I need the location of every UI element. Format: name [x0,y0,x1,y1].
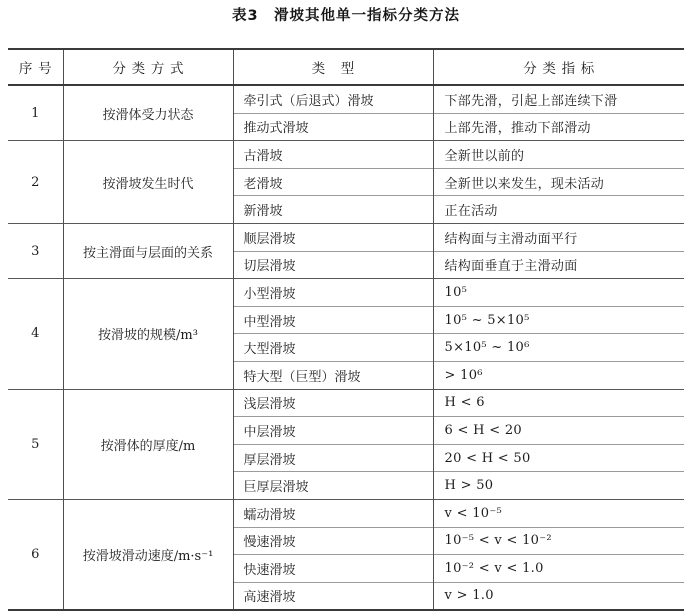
landslide-type: 慢速滑坡 [233,527,433,555]
landslide-type: 厚层滑坡 [233,444,433,472]
classification-indicator: 5×10⁵ ~ 10⁶ [433,334,684,362]
classification-indicator: 10⁻² < v < 1.0 [433,555,684,583]
classification-indicator: 10⁻⁵ < v < 10⁻² [433,527,684,555]
row-number: 3 [8,223,63,278]
row-number: 5 [8,389,63,499]
classification-indicator: v < 10⁻⁵ [433,499,684,527]
table-row [8,141,684,169]
header-method: 分类方式 [63,49,233,85]
landslide-type: 高速滑坡 [233,582,433,610]
classification-indicator: 上部先滑，推动下部滑动 [433,113,684,141]
classification-indicator: 下部先滑，引起上部连续下滑 [433,85,684,113]
classification-method: 按主滑面与层面的关系 [63,223,233,278]
landslide-type: 大型滑坡 [233,334,433,362]
row-number: 4 [8,279,63,389]
landslide-type: 顺层滑坡 [233,223,433,251]
landslide-type: 巨厚层滑坡 [233,472,433,500]
landslide-type: 推动式滑坡 [233,113,433,141]
header-row [8,49,684,85]
landslide-type: 老滑坡 [233,168,433,196]
row-number: 6 [8,499,63,610]
header-no: 序号 [8,49,63,85]
classification-method: 按滑坡发生时代 [63,141,233,224]
classification-indicator: 6 < H < 20 [433,417,684,445]
classification-indicator: 结构面垂直于主滑动面 [433,251,684,279]
landslide-type: 特大型（巨型）滑坡 [233,361,433,389]
row-number: 1 [8,85,63,141]
classification-indicator: 全新世以来发生，现未活动 [433,168,684,196]
table-row [8,499,684,527]
table-row [8,279,684,307]
classification-method: 按滑坡滑动速度/m·s⁻¹ [63,499,233,610]
landslide-type: 中型滑坡 [233,306,433,334]
classification-indicator: 10⁵ [433,279,684,307]
classification-indicator: 全新世以前的 [433,141,684,169]
landslide-type: 浅层滑坡 [233,389,433,417]
table-row [8,223,684,251]
classification-method: 按滑坡的规模/m³ [63,279,233,389]
header-type: 类 型 [233,49,433,85]
classification-indicator: 20 < H < 50 [433,444,684,472]
landslide-type: 小型滑坡 [233,279,433,307]
header-indicator: 分类指标 [433,49,684,85]
classification-method: 按滑体的厚度/m [63,389,233,499]
landslide-type: 切层滑坡 [233,251,433,279]
table-title: 表3 滑坡其他单一指标分类方法 [231,8,461,24]
landslide-type: 新滑坡 [233,196,433,224]
landslide-type: 牵引式（后退式）滑坡 [233,85,433,113]
classification-indicator: 正在活动 [433,196,684,224]
classification-indicator: 结构面与主滑动面平行 [433,223,684,251]
classification-indicator: H < 6 [433,389,684,417]
classification-method: 按滑体受力状态 [63,85,233,141]
classification-indicator: H > 50 [433,472,684,500]
classification-indicator: > 10⁶ [433,361,684,389]
landslide-type: 快速滑坡 [233,555,433,583]
classification-indicator: v > 1.0 [433,582,684,610]
table-row [8,85,684,113]
landslide-type: 古滑坡 [233,141,433,169]
row-number: 2 [8,141,63,224]
landslide-type: 蠕动滑坡 [233,499,433,527]
table-row [8,389,684,417]
classification-table [8,48,684,611]
landslide-type: 中层滑坡 [233,417,433,445]
classification-indicator: 10⁵ ~ 5×10⁵ [433,306,684,334]
